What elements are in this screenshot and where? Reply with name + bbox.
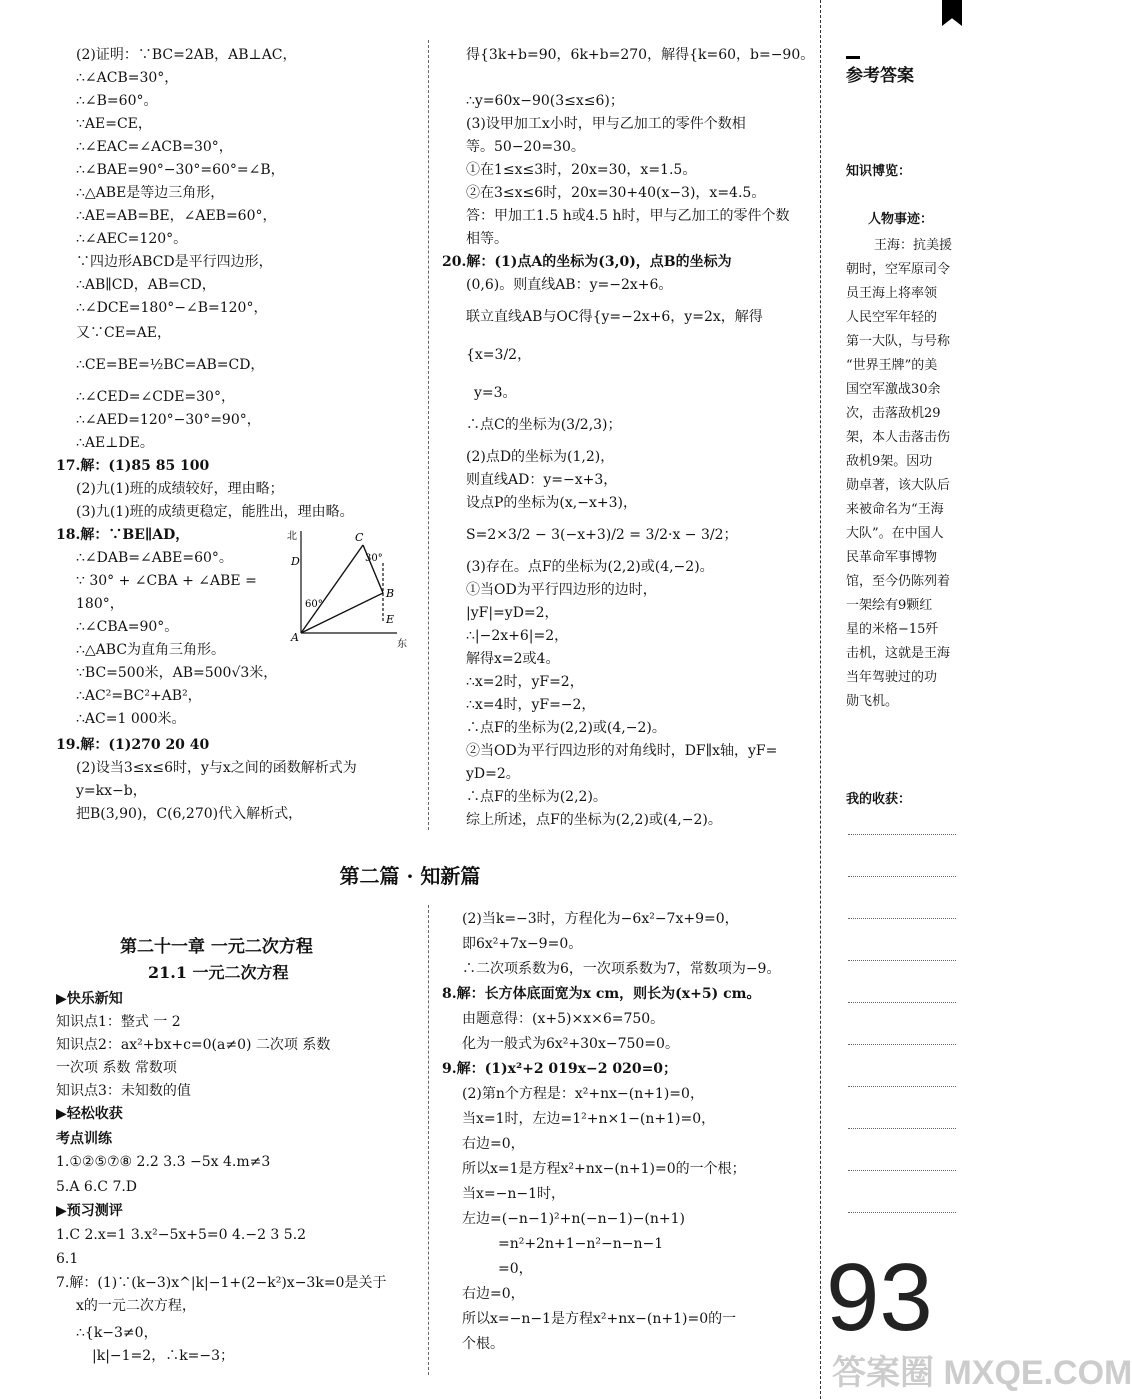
answer-line: 相等。: [466, 231, 508, 247]
answer-line: ∴CE=BE=½BC=AB=CD，: [76, 357, 265, 373]
answer-line: ∴∠CED=∠CDE=30°，: [76, 389, 235, 405]
answer-line: ∴AE⊥DE。: [76, 435, 154, 451]
subsection-heading: 考点训练: [56, 1131, 112, 1147]
answer-line: 联立直线AB与OC得{y=−2x+6，y=2x，解得: [466, 309, 763, 325]
story-line: 朝时，空军原司令: [846, 262, 951, 277]
answer-line: y=3。: [474, 385, 517, 401]
answer-line: ∴点F的坐标为(2,2)。: [466, 789, 607, 805]
answer-line: (2)当k=−3时，方程化为−6x²−7x+9=0，: [462, 911, 739, 927]
writing-line: [848, 918, 956, 919]
answer-line: 6.1: [56, 1251, 79, 1267]
answer-line: =0，: [498, 1261, 533, 1277]
answer-line: ②在3≤x≤6时，20x=30+40(x−3)，x=4.5。: [466, 185, 766, 201]
answer-line: 把B(3,90)，C(6,270)代入解析式，: [76, 806, 303, 822]
segment-ac: [301, 545, 363, 633]
answer-line: ∴∠DAB=∠ABE=60°。: [76, 550, 233, 566]
answer-line: ∴△ABC为直角三角形。: [76, 642, 226, 658]
writing-line: [848, 1128, 956, 1129]
answer-line: (3)九(1)班的成绩更稳定，能胜出，理由略。: [76, 504, 354, 520]
problem-8-line: 8.解：长方体底面宽为x cm，则长为(x+5) cm。: [442, 986, 761, 1002]
answer-line: ∴∠DCE=180°−∠B=120°，: [76, 300, 268, 316]
answer-line: ∴∠AED=120°−30°=90°，: [76, 412, 261, 428]
writing-line: [848, 876, 956, 877]
problem-19-line: 19.解：(1)270 20 40: [56, 737, 210, 753]
answer-line: ∴x=2时，yF=2，: [466, 674, 584, 690]
answer-line: 解得x=2或4。: [466, 651, 560, 667]
label-e: E: [386, 613, 395, 626]
answer-line: 答：甲加工1.5 h或4.5 h时，甲与乙加工的零件个数: [466, 208, 790, 224]
label-c: C: [355, 531, 364, 544]
section-title: 第二篇 · 知新篇: [339, 864, 481, 888]
writing-line: [848, 1002, 956, 1003]
answer-line: 5.A 6.C 7.D: [56, 1179, 138, 1195]
label-a: A: [291, 631, 299, 644]
story-line: 架，本人击落击伤: [846, 430, 951, 445]
answer-line: ∴AB∥CD，AB=CD，: [76, 277, 216, 293]
writing-line: [848, 960, 956, 961]
bookmark-icon: [942, 0, 962, 26]
answer-line: (0,6)。则直线AB：y=−2x+6。: [466, 277, 673, 293]
story-line: 星的米格−15歼: [846, 622, 939, 637]
answer-line: ∵ 30° + ∠CBA + ∠ABE =: [76, 573, 257, 589]
story-line: 勋飞机。: [846, 694, 899, 709]
story-line: 人民空军年轻的: [846, 310, 938, 325]
story-line: 馆，至今仍陈列着: [846, 574, 951, 589]
chapter-title: 第二十一章 一元二次方程: [120, 937, 313, 957]
story-line: 国空军激战30余: [846, 382, 941, 397]
page-number: 93: [826, 1244, 933, 1351]
story-line: 来被命名为“王海: [846, 502, 944, 517]
problem-17-line: 17.解：(1)85 85 100: [56, 458, 210, 474]
answer-line: ∴二次项系数为6，一次项系数为7，常数项为−9。: [462, 961, 781, 977]
answer-line: 等。50−20=30。: [466, 139, 585, 155]
angle-label-30: 30°: [365, 553, 383, 564]
answer-line: yD=2。: [466, 766, 520, 782]
answer-line: S=2×3/2 − 3(−x+3)/2 = 3/2·x − 3/2；: [466, 527, 738, 543]
answer-line: 又∵CE=AE，: [76, 325, 171, 341]
answer-line: 1.①②⑤⑦⑧ 2.2 3.3 −5x 4.m≠3: [56, 1154, 271, 1170]
sidebar-divider: [820, 0, 821, 1399]
answer-line: ∴∠AEC=120°。: [76, 231, 188, 247]
answer-line: ∴△ABE是等边三角形，: [76, 185, 225, 201]
geometry-diagram: [285, 525, 415, 650]
answer-line: ①在1≤x≤3时，20x=30，x=1.5。: [466, 162, 697, 178]
answer-line: =n²+2n+1−n²−n−n−1: [498, 1236, 664, 1252]
answer-line: 当x=−n−1时，: [462, 1186, 566, 1202]
answer-line: 右边=0，: [462, 1286, 525, 1302]
story-line: 民革命军事博物: [846, 550, 938, 565]
problem-18-line: 18.解：∵BE∥AD，: [56, 527, 190, 543]
answer-line: ∴x=4时，yF=−2，: [466, 697, 596, 713]
answer-line: |k|−1=2，∴k=−3；: [92, 1348, 235, 1364]
answer-line: (3)存在。点F的坐标为(2,2)或(4,−2)。: [466, 559, 714, 575]
answer-line: 得{3k+b=90，6k+b=270，解得{k=60，b=−90。: [466, 47, 815, 63]
subsection-heading: ▶快乐新知: [56, 991, 123, 1007]
answer-line: ∵AE=CE，: [76, 116, 152, 132]
column-divider: [428, 40, 429, 830]
answer-line: ∴AC²=BC²+AB²，: [76, 688, 202, 704]
answer-line: ∴∠BAE=90°−30°=60°=∠B，: [76, 162, 285, 178]
answer-line: ∵BC=500米，AB=500√3米，: [76, 665, 278, 681]
sidebar-header-bar: [846, 56, 860, 59]
answer-line: x的一元二次方程，: [76, 1298, 196, 1314]
subsection-heading: ▶轻松收获: [56, 1106, 123, 1122]
subsection-heading: ▶预习测评: [56, 1203, 123, 1219]
story-line: “世界王牌”的美: [846, 358, 938, 373]
answer-line: (2)证明：∵BC=2AB，AB⊥AC，: [76, 47, 297, 63]
answer-line: 设点P的坐标为(x,−x+3)，: [466, 495, 637, 511]
answer-line: (2)设当3≤x≤6时，y与x之间的函数解析式为: [76, 760, 357, 776]
problem-9-line: 9.解：(1)x²+2 019x−2 020=0；: [442, 1061, 678, 1077]
site-watermark: 答案圈 MXQE.COM: [832, 1354, 1132, 1392]
answer-line: ∵四边形ABCD是平行四边形，: [76, 254, 273, 270]
answer-line: {x=3/2，: [466, 347, 532, 363]
sidebar-header: 参考答案: [846, 66, 914, 85]
answer-line: ∴∠EAC=∠ACB=30°，: [76, 139, 233, 155]
section-subtitle: 21.1 一元二次方程: [148, 963, 289, 982]
answer-line: 知识点2：ax²+bx+c=0(a≠0) 二次项 系数: [56, 1037, 331, 1053]
answer-line: ∴y=60x−90(3≤x≤6)；: [466, 93, 624, 109]
story-line: 员王海上将率领: [846, 286, 938, 301]
answer-line: ∴{k−3≠0，: [76, 1325, 158, 1341]
answer-line: 化为一般式为6x²+30x−750=0。: [462, 1036, 679, 1052]
answer-line: 由题意得：(x+5)×x×6=750。: [462, 1011, 665, 1027]
story-line: 当年驾驶过的功: [846, 670, 938, 685]
writing-line: [848, 1170, 956, 1171]
answer-line: 1.C 2.x=1 3.x²−5x+5=0 4.−2 3 5.2: [56, 1227, 307, 1243]
answer-line: 180°，: [76, 596, 124, 612]
answer-line: ∴∠ACB=30°，: [76, 70, 179, 86]
answer-line: 所以x=1是方程x²+nx−(n+1)=0的一个根；: [462, 1161, 746, 1177]
answer-line: ∴|−2x+6|=2，: [466, 628, 569, 644]
answer-line: ②当OD为平行四边形的对角线时，DF∥x轴，yF=: [466, 743, 778, 759]
answer-line: 知识点1：整式 一 2: [56, 1014, 181, 1030]
answer-line: 个根。: [462, 1336, 504, 1352]
answer-line: ∴点F的坐标为(2,2)或(4,−2)。: [466, 720, 666, 736]
sidebar-knowledge-label: 知识博览：: [846, 164, 912, 179]
angle-label-60: 60°: [305, 599, 323, 610]
answer-line: (2)第n个方程是：x²+nx−(n+1)=0，: [462, 1086, 704, 1102]
column-divider: [428, 905, 429, 1375]
story-line: 击机，这就是王海: [846, 646, 951, 661]
answer-line: ∴AC=1 000米。: [76, 711, 186, 727]
sidebar-harvest-label: 我的收获：: [846, 792, 912, 807]
answer-line: 所以x=−n−1是方程x²+nx−(n+1)=0的一: [462, 1311, 737, 1327]
answer-line: ①当OD为平行四边形的边时，: [466, 582, 657, 598]
answer-line: |yF|=yD=2，: [466, 605, 559, 621]
answer-line: ∴点C的坐标为(3/2,3)；: [466, 417, 622, 433]
label-north: 北: [287, 531, 297, 542]
writing-line: [848, 1086, 956, 1087]
answer-line: ∴AE=AB=BE，∠AEB=60°，: [76, 208, 277, 224]
answer-line: 一次项 系数 常数项: [56, 1060, 177, 1076]
answer-line: 知识点3：未知数的值: [56, 1083, 191, 1099]
answer-line: y=kx−b，: [76, 783, 147, 799]
answer-line: (2)点D的坐标为(1,2)，: [466, 449, 615, 465]
story-line: 第一大队，与号称: [846, 334, 951, 349]
writing-line: [848, 834, 956, 835]
answer-line: 当x=1时，左边=1²+n×1−(n+1)=0，: [462, 1111, 716, 1127]
label-east: 东: [397, 639, 407, 650]
writing-line: [848, 1212, 956, 1213]
answer-line: 7.解：(1)∵(k−3)x^|k|−1+(2−k²)x−3k=0是关于: [56, 1275, 387, 1291]
answer-line: 即6x²+7x−9=0。: [462, 936, 583, 952]
answer-line: ∴∠B=60°。: [76, 93, 158, 109]
story-line: 敌机9架。因功: [846, 454, 933, 469]
problem-20-line: 20.解：(1)点A的坐标为(3,0)，点B的坐标为: [442, 254, 732, 270]
writing-line: [848, 1044, 956, 1045]
sidebar-figure-title: 人物事迹：: [868, 212, 934, 227]
story-line: 大队”。在中国人: [846, 526, 944, 541]
story-line: 勋卓著，该大队后: [846, 478, 951, 493]
story-line: 次，击落敌机29: [846, 406, 941, 421]
answer-line: 综上所述，点F的坐标为(2,2)或(4,−2)。: [466, 812, 722, 828]
answer-line: (2)九(1)班的成绩较好，理由略；: [76, 481, 284, 497]
label-d: D: [291, 555, 300, 568]
answer-line: ∴∠CBA=90°。: [76, 619, 179, 635]
label-b: B: [386, 587, 395, 600]
story-line: 王海：抗美援: [874, 238, 953, 253]
story-line: 一架绘有9颗红: [846, 598, 933, 613]
answer-line: 则直线AD：y=−x+3，: [466, 472, 618, 488]
answer-line: (3)设甲加工x小时，甲与乙加工的零件个数相: [466, 116, 746, 132]
answer-line: 右边=0，: [462, 1136, 525, 1152]
answer-line: 左边=(−n−1)²+n(−n−1)−(n+1): [462, 1211, 686, 1227]
